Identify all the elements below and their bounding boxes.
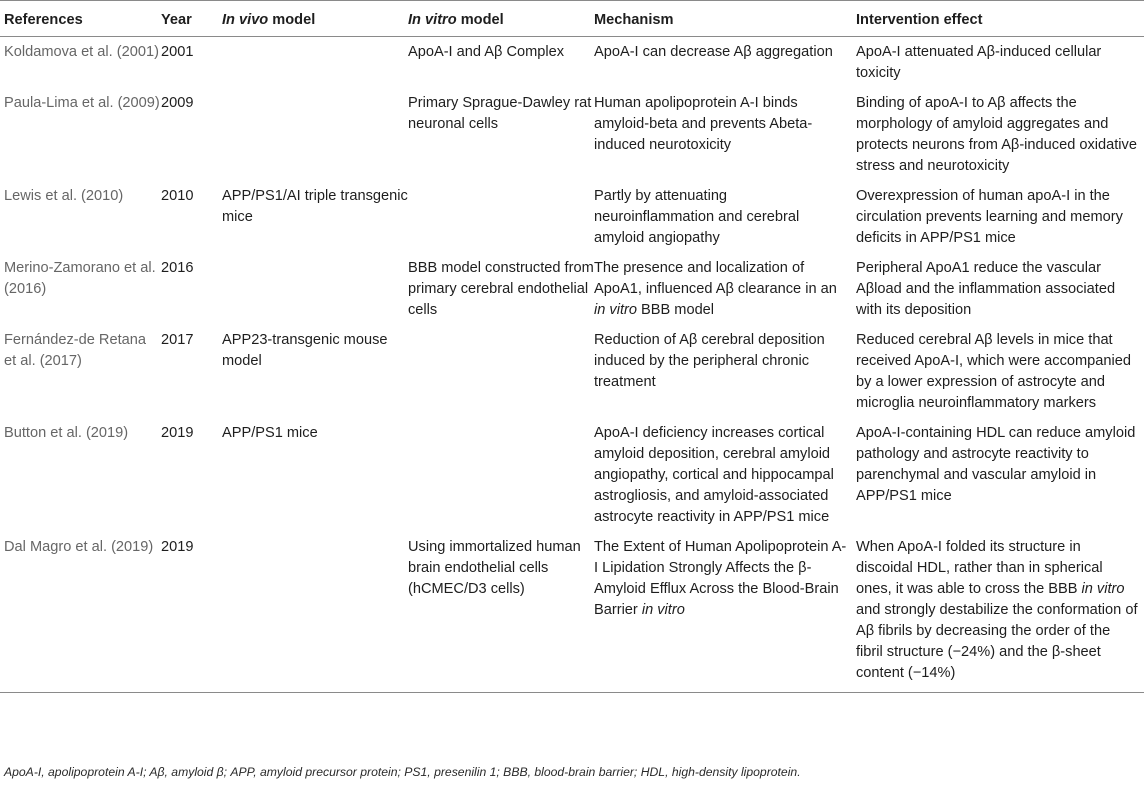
mechanism-cell — [594, 181, 856, 253]
table-footnote: ApoA-I, apolipoprotein A-I; Aβ, amyloid β; APP, amyloid precursor protein; PS1, presenilin 1; BBB, blood-brain barrier; HDL, high-density lipoprotein. — [4, 765, 801, 779]
in-vivo-model-cell: APP23-transgenic mouse model — [222, 332, 388, 369]
italic-segment: in vitro — [641, 602, 685, 618]
in-vivo-model-cell — [222, 37, 408, 89]
text-segment: When ApoA-I folded its structure in discoidal HDL, rather than in spherical ones, it was able to cross the BBB — [856, 539, 1103, 597]
year-cell: 2019 — [161, 425, 194, 441]
in-vivo-model-cell — [222, 532, 408, 693]
in-vitro-model-cell: Primary Sprague-Dawley rat neuronal cells — [408, 95, 592, 132]
year-cell: 2009 — [161, 95, 194, 111]
reference-cell: Dal Magro et al. (2019) — [0, 532, 161, 693]
reference-cell: Fernández-de Retana et al. (2017) — [4, 332, 146, 369]
text-segment: BBB model — [636, 302, 715, 318]
text-segment: ApoA-I-containing HDL can reduce amyloid pathology and astrocyte reactivity to parenchymal and vascular amyloid in APP/PS1 mice — [856, 425, 1136, 504]
in-vitro-model-cell — [408, 181, 594, 253]
year-cell: 2017 — [161, 332, 194, 348]
table-row — [0, 253, 1144, 325]
reference-cell: Paula-Lima et al. (2009) — [4, 95, 160, 111]
in-vivo-model-cell — [222, 253, 408, 325]
in-vitro-model-cell: Using immortalized human brain endothelial cells (hCMEC/D3 cells) — [408, 532, 594, 693]
mechanism-cell — [594, 253, 856, 325]
header-in-vivo-model — [222, 1, 408, 37]
italic-segment: in vitro — [1081, 581, 1125, 597]
header-in-vitro-model — [408, 1, 594, 37]
intervention-effect-cell — [856, 88, 1144, 181]
in-vivo-model-cell: APP/PS1/AI triple transgenic mice — [222, 188, 408, 225]
intervention-effect-cell — [856, 181, 1144, 253]
text-segment: ApoA-I can decrease Aβ aggregation — [594, 44, 833, 60]
intervention-effect-cell — [856, 253, 1144, 325]
text-segment: The presence and localization of ApoA1, influenced Aβ clearance in an — [594, 260, 837, 297]
intervention-effect-cell — [856, 532, 1144, 693]
header-in-vitro-italic: In vitro — [408, 12, 457, 28]
mechanism-cell — [594, 532, 856, 693]
year-cell: 2016 — [161, 260, 194, 276]
text-segment: Overexpression of human apoA-I in the circulation prevents learning and memory deficits in APP/PS1 mice — [856, 188, 1123, 246]
text-segment: Binding of apoA-I to Aβ affects the morphology of amyloid aggregates and protects neurons from Aβ-induced oxidative stress and neurotoxicity — [856, 95, 1137, 174]
text-segment: Peripheral ApoA1 reduce the vascular Aβload and the inflammation associated with its deposition — [856, 260, 1116, 318]
header-row — [0, 1, 1144, 37]
in-vitro-model-cell: ApoA-I and Aβ Complex — [408, 44, 565, 60]
year-cell: 2019 — [161, 532, 222, 693]
table-row — [0, 88, 1144, 181]
table-row — [0, 532, 1144, 693]
intervention-effect-cell — [856, 325, 1144, 418]
year-cell: 2001 — [161, 44, 194, 60]
year-cell: 2010 — [161, 188, 194, 204]
mechanism-cell — [594, 37, 856, 89]
in-vivo-model-cell — [222, 88, 408, 181]
text-segment: Partly by attenuating neuroinflammation and cerebral amyloid angiopathy — [594, 188, 800, 246]
mechanism-cell — [594, 418, 856, 532]
mechanism-cell — [594, 88, 856, 181]
text-segment: ApoA-I attenuated Aβ-induced cellular toxicity — [856, 44, 1102, 81]
in-vivo-model-cell: APP/PS1 mice — [222, 425, 318, 441]
header-in-vivo-suffix: model — [268, 12, 316, 28]
reference-cell: Merino-Zamorano et al. (2016) — [4, 260, 156, 297]
header-in-vitro-suffix: model — [456, 12, 504, 28]
text-segment: Human apolipoprotein A-I binds amyloid-beta and prevents Abeta-induced neurotoxicity — [594, 95, 813, 153]
header-intervention-effect: Intervention effect — [856, 1, 1144, 37]
table-row — [0, 418, 1144, 532]
table-body — [0, 37, 1144, 693]
reference-cell: Button et al. (2019) — [4, 425, 129, 441]
header-references: References — [0, 1, 161, 37]
text-segment: Reduction of Aβ cerebral deposition induced by the peripheral chronic treatment — [594, 332, 825, 390]
in-vitro-model-cell: BBB model constructed from primary cerebral endothelial cells — [408, 260, 594, 318]
in-vitro-model-cell — [408, 325, 594, 418]
text-segment: ApoA-I deficiency increases cortical amyloid deposition, cerebral amyloid angiopathy, cortical and hippocampal astrogliosis, and amyloid-associated astrocyte reactivity in APP/PS1 mice — [594, 425, 834, 525]
reference-cell: Lewis et al. (2010) — [4, 188, 124, 204]
table-row — [0, 181, 1144, 253]
text-segment: Reduced cerebral Aβ levels in mice that received ApoA-I, which were accompanied by a lower expression of astrocyte and microglia neuroinflammatory markers — [856, 332, 1131, 411]
table-row — [0, 37, 1144, 89]
mechanism-cell — [594, 325, 856, 418]
in-vitro-model-cell — [408, 418, 594, 532]
header-year: Year — [161, 1, 222, 37]
header-mechanism: Mechanism — [594, 1, 856, 37]
table-row — [0, 325, 1144, 418]
text-segment: and strongly destabilize the conformation of Aβ fibrils by decreasing the order of the fibril structure (−24%) and the β-sheet content (−14%) — [856, 602, 1138, 681]
intervention-effect-cell — [856, 37, 1144, 89]
intervention-effect-cell — [856, 418, 1144, 532]
text-segment: The Extent of Human Apolipoprotein A-I Lipidation Strongly Affects the β-Amyloid Efflux Across the Blood-Brain Barrier — [594, 539, 847, 618]
header-in-vivo-italic: In vivo — [222, 12, 269, 28]
italic-segment: in vitro — [594, 302, 637, 318]
reference-cell: Koldamova et al. (2001) — [4, 44, 159, 60]
